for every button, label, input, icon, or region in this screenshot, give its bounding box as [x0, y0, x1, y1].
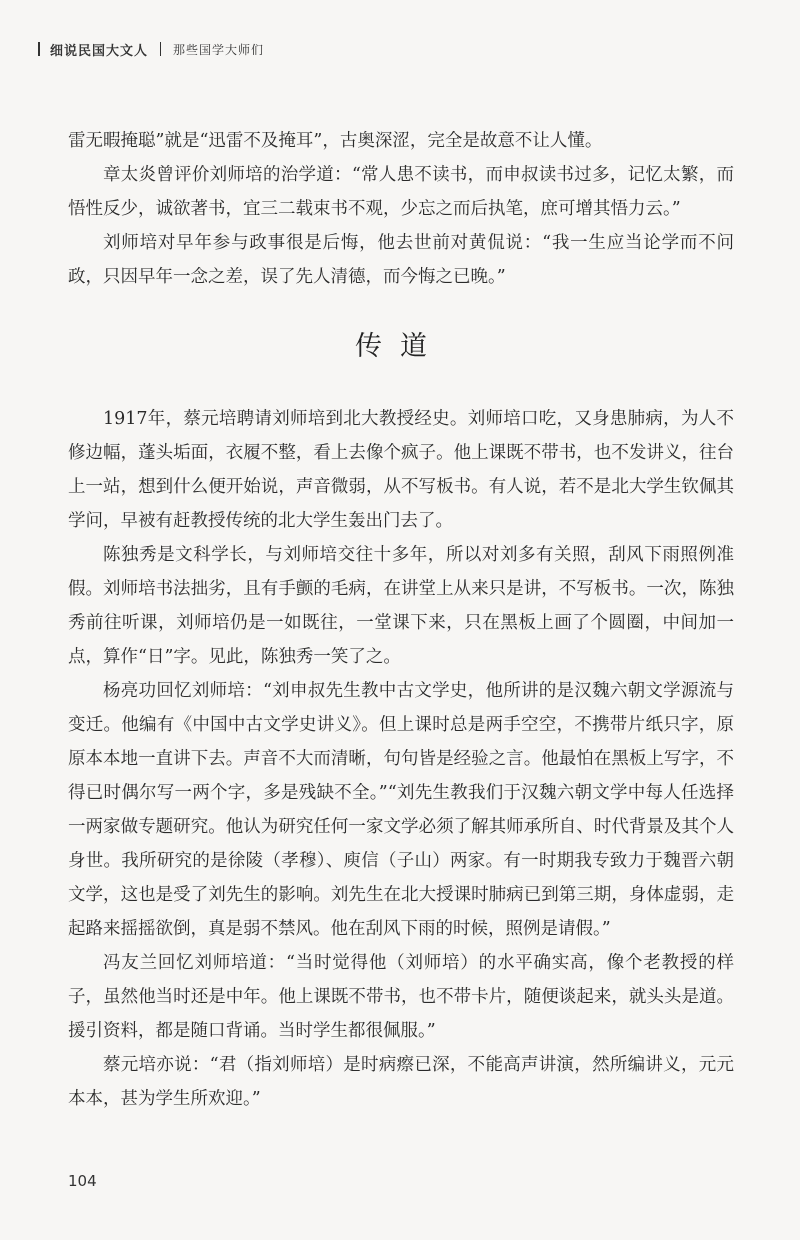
- header-divider: [38, 42, 40, 56]
- section-text: [68, 402, 734, 1116]
- section-heading: 传道: [355, 331, 445, 362]
- paragraph: 雷无暇掩聪”就是“迅雷不及掩耳”，古奥深涩，完全是故意不让人懂。: [68, 131, 603, 151]
- header-book-title: 那些国学大师们: [173, 42, 265, 57]
- intro-text: [68, 124, 734, 294]
- paragraph: 刘师培对早年参与政事很是后悔，他去世前对黄侃说：“我一生应当论学而不问政，只因早年一念之差，误了先人清德，而今悔之已晚。”: [68, 233, 734, 287]
- paragraph: 杨亮功回忆刘师培：“刘申叔先生教中古文学史，他所讲的是汉魏六朝文学源流与变迁。他编有《中国中古文学史讲义》。但上课时总是两手空空，不携带片纸只字，原原本本地一直讲下去。声音不大而清晰，句句皆是经验之言。他最怕在黑板上写字，不得已时偶尔写一两个字，多是残缺不全。”“刘先生教我们于汉魏六朝文学中每人任选择一两家做专题研究。他认为研究任何一家文学必须了解其师承所自、时代背景及其个人身世。我所研究的是徐陵（孝穆）、庾信（子山）两家。有一时期我专致力于魏晋六朝文学，这也是受了刘先生的影响。刘先生在北大授课时肺病已到第三期，身体虚弱，走起路来摇摇欲倒，真是弱不禁风。他在刮风下雨的时候，照例是请假。”: [68, 681, 734, 939]
- paragraph: 冯友兰回忆刘师培道：“当时觉得他（刘师培）的水平确实高，像个老教授的样子，虽然他当时还是中年。他上课既不带书，也不带卡片，随便谈起来，就头头是道。援引资料，都是随口背诵。当时学生都很佩服。”: [68, 953, 734, 1041]
- paragraph: 蔡元培亦说：“君（指刘师培）是时病瘵已深，不能高声讲演，然所编讲义，元元本本，甚为学生所欢迎。”: [68, 1055, 734, 1109]
- header-separator: [160, 42, 161, 56]
- paragraph: 章太炎曾评价刘师培的治学道：“常人患不读书，而申叔读书过多，记忆太繁，而悟性反少，诚欲著书，宜三二载束书不观，少忘之而后执笔，庶可增其悟力云。”: [68, 165, 734, 219]
- running-header: [38, 38, 264, 60]
- header-series-title: 细说民国大文人: [50, 43, 149, 59]
- paragraph: 陈独秀是文科学长，与刘师培交往十多年，所以对刘多有关照，刮风下雨照例准假。刘师培书法拙劣，且有手颤的毛病，在讲堂上从来只是讲，不写板书。一次，陈独秀前往听课，刘师培仍是一如既往，一堂课下来，只在黑板上画了个圆圈，中间加一点，算作“日”字。见此，陈独秀一笑了之。: [68, 545, 734, 667]
- page-number: 104: [68, 1172, 97, 1190]
- paragraph: 1917年，蔡元培聘请刘师培到北大教授经史。刘师培口吃，又身患肺病，为人不修边幅，蓬头垢面，衣履不整，看上去像个疯子。他上课既不带书，也不发讲义，往台上一站，想到什么便开始说，声音微弱，从不写板书。有人说，若不是北大学生钦佩其学问，早被有赶教授传统的北大学生轰出门去了。: [68, 409, 734, 531]
